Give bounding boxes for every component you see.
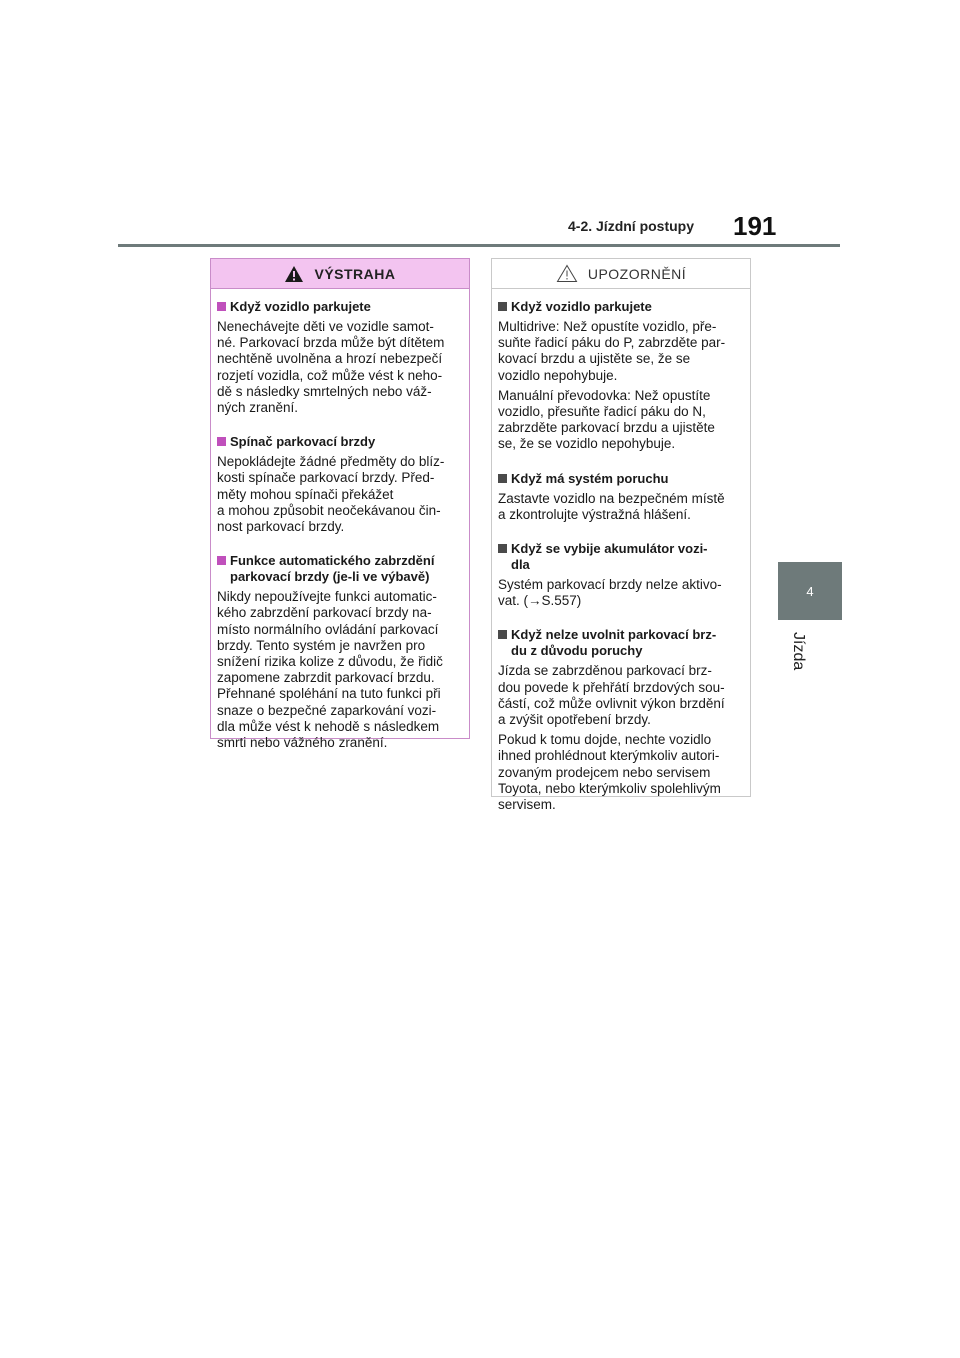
chapter-tab[interactable] bbox=[778, 562, 842, 620]
notice-section-title bbox=[498, 471, 744, 487]
warning-section-title bbox=[217, 434, 463, 450]
warning-paragraph: Nikdy nepoužívejte funkci automatic- kého zabrzdění parkovací brzdy na- místo normálního ovládání parkovací brzdy. Tento systém je navržen pro snížení rizika kolize z důvodu, že řidič zapomene zabrzdit parkovací brzdu. Přehnané spoléhání na tuto funkci při snaze o bezpečné zaparkování vozi- dla může vést k nehodě s následkem smrti nebo vážného zranění. bbox=[217, 589, 443, 751]
notice-section-title-text: Když má systém poruchu bbox=[511, 470, 669, 486]
bullet-square-icon bbox=[498, 544, 507, 553]
warning-triangle-icon bbox=[284, 265, 304, 283]
notice-paragraph: Jízda se zabrzděnou parkovací brz- dou povede k přehřátí brzdových sou- částí, což může ovlivnit výkon brzdění a zvýšit opotřebení brzdy. bbox=[498, 663, 725, 728]
notice-paragraph: Multidrive: Než opustíte vozidlo, pře- suňte řadicí páku do P, zabrzděte par- kovací brzdu a ujistěte se, že se vozidlo nepohybuje. bbox=[498, 319, 726, 383]
warning-paragraph: Nepokládejte žádné předměty do blíz- kosti spínače parkovací brzdy. Před- měty mohou spínači překážet a mohou způsobit neočekávanou čin- nost parkovací brzdy. bbox=[217, 454, 445, 535]
notice-paragraph: Systém parkovací brzdy nelze aktivo- vat. (→S.557) bbox=[498, 577, 722, 609]
bullet-square-icon bbox=[498, 630, 507, 639]
notice-box-body bbox=[492, 289, 750, 813]
warning-section-title-text: Spínač parkovací brzdy bbox=[230, 434, 376, 450]
notice-section-title bbox=[498, 299, 744, 315]
notice-box-header bbox=[492, 259, 750, 289]
warning-section-title-text: Když vozidlo parkujete bbox=[230, 299, 371, 314]
header-divider bbox=[118, 244, 840, 247]
notice-box bbox=[491, 258, 751, 813]
bullet-square-icon bbox=[498, 302, 507, 311]
warning-box-body bbox=[211, 289, 469, 751]
warning-box-header bbox=[211, 259, 469, 289]
warning-triangle-outline-icon bbox=[556, 264, 578, 283]
chapter-title: Jízda bbox=[790, 632, 807, 671]
page-number: 191 bbox=[733, 211, 777, 241]
bullet-square-icon bbox=[498, 474, 507, 483]
notice-paragraph: Pokud k tomu dojde, nechte vozidlo ihned prohlédnout kterýmkoliv autori- zovaným prodejcem nebo servisem Toyota, nebo kterýmkoliv spolehlivým servisem. bbox=[498, 732, 721, 813]
bullet-square-icon bbox=[217, 556, 226, 565]
section-header: 4-2. Jízdní postupy bbox=[568, 218, 695, 234]
notice-paragraph: Manuální převodovka: Než opustíte vozidlo, přesuňte řadicí páku do N, zabrzděte parkovací brzdu a ujistěte se, že se vozidlo nepohybuje. bbox=[498, 387, 715, 452]
warning-paragraph: Nenechávejte děti ve vozidle samot- né. Parkovací brzda může být dítětem nechtěně uvolněna a hrozí nebezpečí rozjetí vozidla, což může vést k neho- dě s následky smrtelných nebo váž- ných zranění. bbox=[217, 319, 445, 416]
notice-box-title: UPOZORNĚNÍ bbox=[587, 265, 687, 282]
warning-section-title bbox=[217, 553, 463, 585]
warning-section-title bbox=[217, 299, 463, 315]
bullet-square-icon bbox=[217, 302, 226, 311]
notice-section-title bbox=[498, 541, 744, 573]
notice-section-title-text: Když vozidlo parkujete bbox=[511, 299, 652, 314]
notice-section-title bbox=[498, 627, 744, 659]
notice-paragraph: Zastavte vozidlo na bezpečném místě a zkontrolujte výstražná hlášení. bbox=[498, 490, 725, 522]
chapter-number: 4 bbox=[806, 583, 814, 599]
warning-box bbox=[210, 258, 470, 751]
bullet-square-icon bbox=[217, 437, 226, 446]
notice-section-title-text: Když nelze uvolnit parkovací brz- du z důvodu poruchy bbox=[511, 627, 717, 659]
warning-section-title-text: Funkce automatického zabrzdění parkovací brzdy (je-li ve výbavě) bbox=[230, 553, 435, 585]
notice-section-title-text: Když se vybije akumulátor vozi- dla bbox=[511, 541, 708, 573]
warning-box-title: VÝSTRAHA bbox=[314, 265, 396, 282]
